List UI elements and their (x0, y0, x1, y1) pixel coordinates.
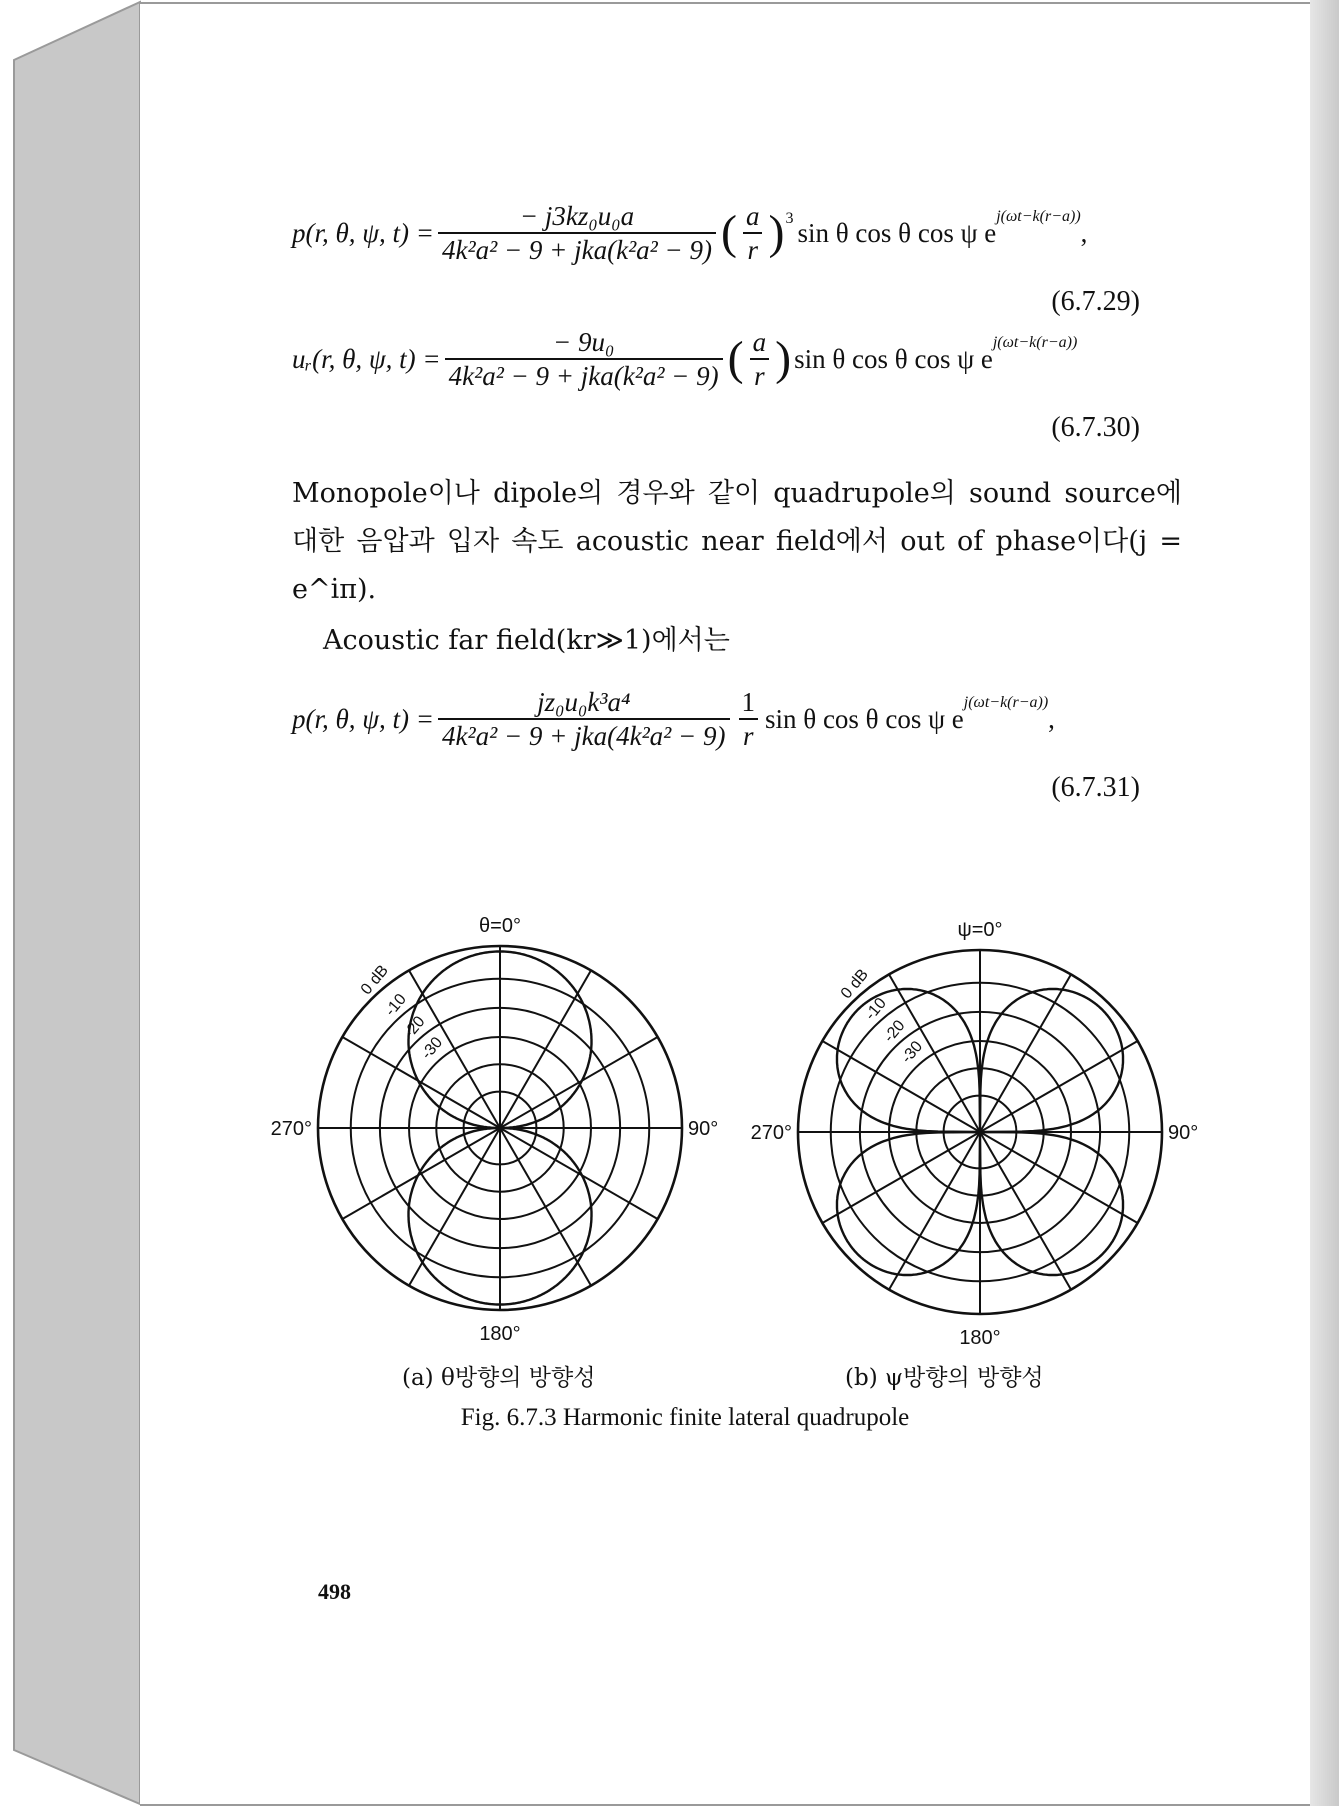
top-angle-label: θ=0° (479, 915, 521, 937)
figure-title: Fig. 6.7.3 Harmonic finite lateral quadrupole (460, 1404, 910, 1431)
eq2-denominator: 4k²a² − 9 + jka(k²a² − 9) (445, 358, 723, 390)
eq1-power: 3 (785, 210, 794, 227)
book-page (140, 2, 1310, 1806)
eq1-lhs: p(r, θ, ψ, t) = (292, 217, 435, 248)
page-number: 498 (318, 1579, 351, 1604)
caption-a: (a) θ방향의 방향성 (402, 1365, 596, 1391)
eq3-ratio-num: 1 (741, 687, 755, 717)
eq1-numerator: − j3kz₀u₀a (519, 201, 635, 231)
eq3-lhs: p(r, θ, ψ, t) = (292, 703, 435, 734)
body-paragraph-2: Acoustic far field(kr≫1)에서는 (323, 625, 730, 656)
eq1-fraction (438, 202, 716, 265)
bottom-angle-label: 180° (479, 1323, 521, 1345)
body-paragraph: Monopole이나 dipole의 경우와 같이 quadrupole의 sound source에 대한 음압과 입자 속도 acoustic near field에서 out of phase이다(j = e^iπ). (292, 478, 1182, 605)
db-label: 0 dB (837, 966, 872, 1003)
right-angle-label: 90° (688, 1118, 719, 1140)
top-angle-label: ψ=0° (957, 919, 1003, 941)
eq3-ratio (738, 688, 760, 751)
bottom-angle-label: 180° (959, 1327, 1001, 1349)
eq1-ratio-num: a (745, 201, 760, 231)
polar-directivity-figure (140, 894, 1310, 1414)
right-angle-label: 90° (1168, 1122, 1199, 1144)
db-label: -30 (418, 1034, 447, 1063)
equation-6-7-31 (292, 688, 1055, 751)
eq2-ratio-num: a (752, 327, 767, 357)
eq2-ratio (749, 328, 771, 391)
eq1-tail: , (1080, 217, 1088, 248)
caption-b: (b) ψ방향의 방향성 (845, 1365, 1044, 1391)
eq2-exponent: j(ωt−k(r−a)) (992, 334, 1078, 351)
eq1-exponent: j(ωt−k(r−a)) (996, 208, 1081, 225)
eq2-trig: sin θ cos θ cos ψ e (794, 343, 993, 374)
equation-6-7-29: p(r, θ, ψ, t) = $\frac{\text{− j3kz₀u₀a}}{\text{4k²a² − 9 + jka(k²a² − 9)}}$ ( $\frac{a}{r}$ ) $^3$ sin θ cos θ cos ψ e $^{j(\omega t-k(r-a))}$ , (292, 201, 1088, 266)
eq2-ratio-den: r (750, 358, 769, 390)
polar-plot-psi (751, 919, 1199, 1349)
db-label: -10 (862, 994, 890, 1024)
db-label: -10 (382, 990, 410, 1020)
db-label: -20 (400, 1013, 429, 1042)
db-label: -20 (880, 1017, 909, 1046)
polar-plot-theta (271, 915, 719, 1345)
eq2-numerator: − 9u₀ (552, 327, 615, 357)
eq3-tail: , (1048, 703, 1055, 734)
eq1-ratio-den: r (743, 232, 762, 264)
eq1-trig: sin θ cos θ cos ψ e (797, 217, 997, 248)
eq3-exponent: j(ωt−k(r−a)) (963, 694, 1049, 711)
eq2-lhs: uᵣ(r, θ, ψ, t) = (292, 343, 441, 374)
equation-number-6-7-31: (6.7.31) (1051, 772, 1140, 803)
page-right-shadow (1310, 0, 1339, 1806)
equation-number-6-7-29: (6.7.29) (1051, 286, 1140, 317)
eq2-fraction (445, 328, 723, 391)
eq3-numerator: jz₀u₀k³a⁴ (537, 687, 631, 717)
eq3-denominator: 4k²a² − 9 + jka(4k²a² − 9) (438, 718, 729, 750)
eq3-ratio-den: r (739, 718, 758, 750)
eq3-trig: sin θ cos θ cos ψ e (765, 703, 964, 734)
eq1-denominator: 4k²a² − 9 + jka(k²a² − 9) (438, 232, 716, 264)
book-side-edge (0, 0, 142, 1806)
eq1-ratio (742, 202, 764, 265)
db-label: -30 (898, 1038, 927, 1067)
equation-6-7-30: uᵣ(r, θ, ψ, t) = $\frac{\text{− 9u₀}}{\text{4k²a² − 9 + jka(k²a² − 9)}}$ ( $\frac{a}{r}$ ) sin θ cos θ cos ψ e $^{j(\omega t-k(r-a))}$ (292, 327, 1078, 392)
db-label: 0 dB (357, 962, 392, 999)
eq3-fraction (438, 688, 729, 751)
left-angle-label: 270° (270, 1118, 312, 1140)
left-angle-label: 270° (750, 1122, 792, 1144)
equation-number-6-7-30: (6.7.30) (1051, 412, 1140, 443)
